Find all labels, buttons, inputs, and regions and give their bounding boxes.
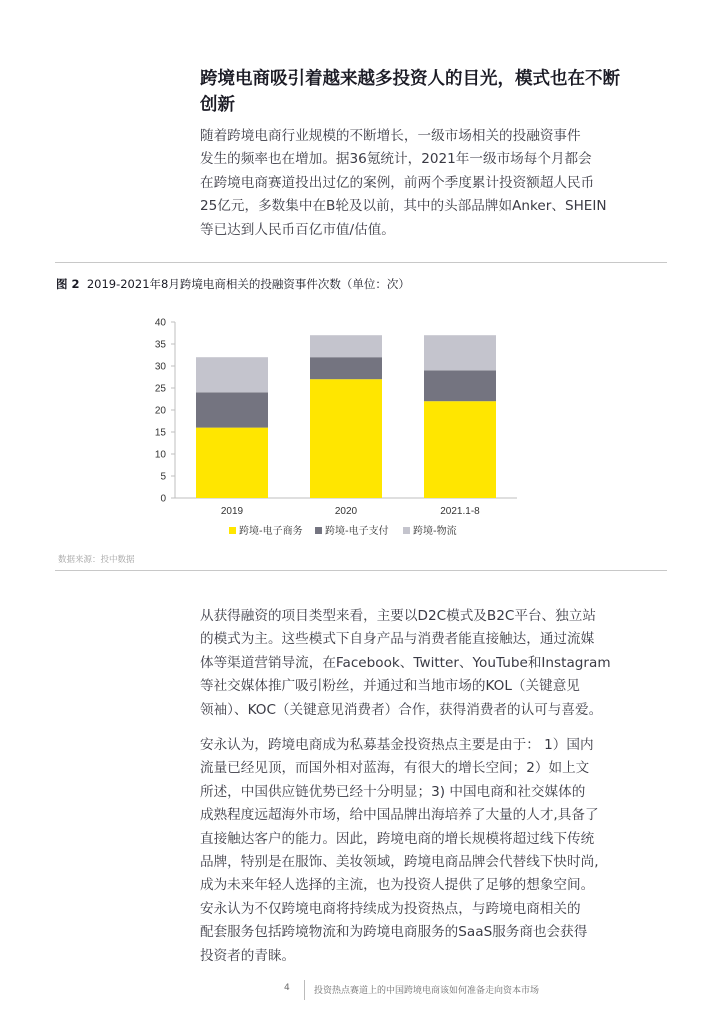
x-tick-label: 2021.1-8 bbox=[440, 506, 480, 517]
text-line: 所述，中国供应链优势已经十分明显；3) 中国电商和社交媒体的 bbox=[200, 783, 586, 800]
figure-title-text: 2019-2021年8月跨境电商相关的投融资事件次数（单位：次） bbox=[86, 277, 410, 291]
stacked-bar-chart bbox=[130, 312, 570, 544]
y-tick-label: 35 bbox=[154, 339, 166, 351]
legend-label: 跨境-电子商务 bbox=[239, 526, 303, 537]
text-line: 体等渠道营销导流，在Facebook、Twitter、YouTube和Instagram bbox=[200, 654, 611, 671]
y-tick-label: 5 bbox=[160, 471, 166, 483]
intro-paragraph bbox=[200, 125, 670, 242]
bar-segment bbox=[196, 428, 268, 498]
legend-swatch bbox=[315, 527, 322, 534]
section-heading bbox=[200, 66, 680, 118]
footer-title: 投资热点赛道上的中国跨境电商该如何准备走向资本市场 bbox=[314, 986, 540, 996]
y-tick-label: 30 bbox=[154, 361, 166, 373]
section-heading-line: 创新 bbox=[200, 95, 235, 115]
bar-segment bbox=[196, 392, 268, 427]
bar-segment bbox=[424, 401, 496, 498]
bar-segment bbox=[310, 335, 382, 357]
y-tick-label: 10 bbox=[154, 449, 166, 461]
paragraph-ey-view bbox=[200, 734, 670, 968]
text-line: 25亿元，多数集中在B轮及以前，其中的头部品牌如Anker、SHEIN bbox=[200, 198, 607, 215]
legend-swatch bbox=[229, 527, 236, 534]
x-tick-label: 2020 bbox=[334, 506, 358, 517]
bar-segment bbox=[310, 357, 382, 379]
page-number: 4 bbox=[284, 983, 290, 993]
bar-segment bbox=[196, 357, 268, 392]
text-line: 流量已经见顶，而国外相对蓝海，有很大的增长空间；2）如上文 bbox=[200, 760, 590, 777]
text-line: 投资者的青睐。 bbox=[200, 947, 296, 964]
bar-segment bbox=[424, 335, 496, 370]
figure-title bbox=[56, 276, 410, 292]
y-tick-label: 15 bbox=[154, 427, 166, 439]
text-line: 从获得融资的项目类型来看，主要以D2C模式及B2C平台、独立站 bbox=[200, 608, 596, 624]
divider bbox=[55, 262, 667, 263]
text-line: 成为未来年轻人选择的主流，也为投资人提供了足够的想象空间。 bbox=[200, 877, 595, 894]
text-line: 发生的频率也在增加。据36氪统计，2021年一级市场每个月都会 bbox=[200, 151, 592, 168]
y-tick-label: 0 bbox=[160, 493, 166, 505]
footer-separator bbox=[304, 980, 305, 1000]
text-line: 成熟程度远超海外市场，给中国品牌出海培养了大量的人才,具备了 bbox=[200, 807, 599, 824]
legend-label: 跨境-物流 bbox=[413, 526, 457, 537]
legend-label: 跨境-电子支付 bbox=[325, 526, 389, 537]
text-line: 的模式为主。这些模式下自身产品与消费者能直接触达，通过流媒 bbox=[200, 631, 595, 648]
text-line: 安永认为，跨境电商成为私募基金投资热点主要是由于： 1）国内 bbox=[200, 737, 594, 753]
divider bbox=[55, 570, 667, 571]
y-tick-label: 25 bbox=[154, 383, 166, 395]
text-line: 直接触达客户的能力。因此，跨境电商的增长规模将超过线下传统 bbox=[200, 830, 595, 847]
bar-segment bbox=[424, 370, 496, 401]
text-line: 等已达到人民币百亿市值/估值。 bbox=[200, 221, 395, 238]
text-line: 等社交媒体推广吸引粉丝，并通过和当地市场的KOL（关键意见 bbox=[200, 678, 580, 695]
page-footer bbox=[0, 980, 709, 1000]
y-tick-label: 20 bbox=[154, 405, 166, 417]
text-line: 品牌，特别是在服饰、美妆领域，跨境电商品牌会代替线下快时尚, bbox=[200, 854, 599, 871]
y-tick-label: 40 bbox=[154, 317, 166, 329]
bar-segment bbox=[310, 379, 382, 498]
figure-label: 图 2 bbox=[56, 277, 80, 291]
legend-swatch bbox=[403, 527, 410, 534]
section-heading-line: 跨境电商吸引着越来越多投资人的目光，模式也在不断 bbox=[200, 69, 620, 89]
text-line: 随着跨境电商行业规模的不断增长，一级市场相关的投融资事件 bbox=[200, 128, 581, 144]
figure-source: 数据来源：投中数据 bbox=[58, 555, 135, 565]
text-line: 在跨境电商赛道投出过亿的案例，前两个季度累计投资额超人民币 bbox=[200, 174, 595, 191]
text-line: 领袖）、KOC（关键意见消费者）合作，获得消费者的认可与喜爱。 bbox=[200, 701, 603, 718]
x-tick-label: 2019 bbox=[220, 506, 244, 517]
paragraph-project-types bbox=[200, 605, 670, 722]
text-line: 安永认为不仅跨境电商将持续成为投资热点，与跨境电商相关的 bbox=[200, 900, 581, 917]
text-line: 配套服务包括跨境物流和为跨境电商服务的SaaS服务商也会获得 bbox=[200, 924, 588, 941]
